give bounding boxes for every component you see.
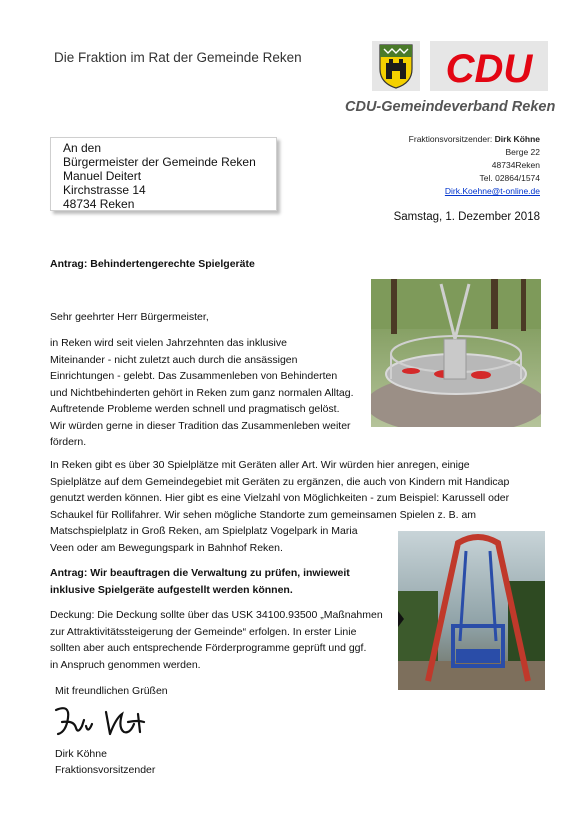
text-line: Spielplätze auf dem Gemeindegebiet mit Geräten zu ergänzen, die auch von Kindern mit Handicap [50,475,510,488]
paragraph-intro [50,335,370,451]
text-line: Miteinander - nicht zuletzt auch durch die ansässigen [50,353,298,366]
address-line: 48734 Reken [63,197,135,211]
text-line: Wir würden gerne in dieser Tradition das Zusammenleben weiter [50,419,351,432]
signer-name: Dirk Köhne [55,748,107,760]
funding-paragraph [50,607,395,673]
text-line: Schaukel für Rollifahrer. Wir sehen mögliche Standorte zum gemeinsamen Spielen z. B. am [50,508,477,521]
svg-text:CDU: CDU [445,47,533,91]
sender-label: Fraktionsvorsitzender: [408,134,495,144]
address-line: Manuel Deitert [63,169,142,183]
closing: Mit freundlichen Grüßen [55,685,168,697]
text-line: sollten aber auch entsprechende Förderprogramme geprüft und ggf. [50,642,367,654]
address-line: Kirchstrasse 14 [63,183,146,197]
faction-title: Die Fraktion im Rat der Gemeinde Reken [54,50,302,65]
handwritten-signature [52,704,162,740]
text-line: zur Attraktivitätssteigerung der Gemeinde“ erfolgen. In erster Linie [50,625,357,638]
carousel-photo [371,279,541,427]
sender-city: 48734Reken [491,160,540,170]
text-line: in Reken wird seit vielen Jahrzehnten das inklusive [50,337,287,349]
motion-paragraph [50,565,395,598]
cdu-logo [430,41,548,91]
text-line: Auftretende Probleme werden schnell und pragmatisch gelöst. [50,403,340,415]
municipal-crest-icon [372,41,420,91]
party-association-name: CDU-Gemeindeverband Reken [345,99,556,115]
address-line: An den [63,141,102,155]
letter-date: Samstag, 1. Dezember 2018 [393,211,540,223]
text-line: In Reken gibt es über 30 Spielplätze mit Geräten aller Art. Wir würden hier anregen, einige [50,459,470,471]
text-line: genutzt werden können. Hier gibt es eine Vielzahl von Möglichkeiten - zum Beispiel: Karussell oder [50,492,510,504]
address-line: Bürgermeister der Gemeinde Reken [63,155,256,169]
salutation: Sehr geehrter Herr Bürgermeister, [50,311,209,323]
text-line: inklusive Spielgeräte aufgestellt werden können. [50,583,293,596]
sender-phone: Tel. 02864/1574 [479,173,540,183]
text-line: in Anspruch genommen werden. [50,658,201,671]
sender-street: Berge 22 [505,147,540,157]
sender-email-link[interactable]: Dirk.Koehne@t-online.de [444,186,540,196]
text-line: Matschspielplatz in Groß Reken, am Spielplatz Vogelpark in Maria [50,525,358,537]
text-line: Deckung: Die Deckung sollte über das USK 34100.93500 „Maßnahmen [50,609,383,621]
signer-role: Fraktionsvorsitzender [55,764,156,776]
recipient-address-box [50,137,277,211]
text-line: Antrag: Wir beauftragen die Verwaltung zu prüfen, inwieweit [50,567,350,579]
sender-name: Dirk Köhne [494,134,540,144]
text-line: Veen oder am Bewegungspark in Bahnhof Reken. [50,541,283,554]
paragraph-playgrounds [50,457,540,556]
letter-subject: Antrag: Behindertengerechte Spielgeräte [50,258,255,270]
text-line: Einrichtungen - gelebt. Das Zusammenleben von Behinderten [50,370,338,382]
text-line: und Nichtbehinderten gehört in Reken zum ganz normalen Alltag. [50,386,354,399]
text-line: fördern. [50,436,87,448]
sender-block [409,133,540,198]
